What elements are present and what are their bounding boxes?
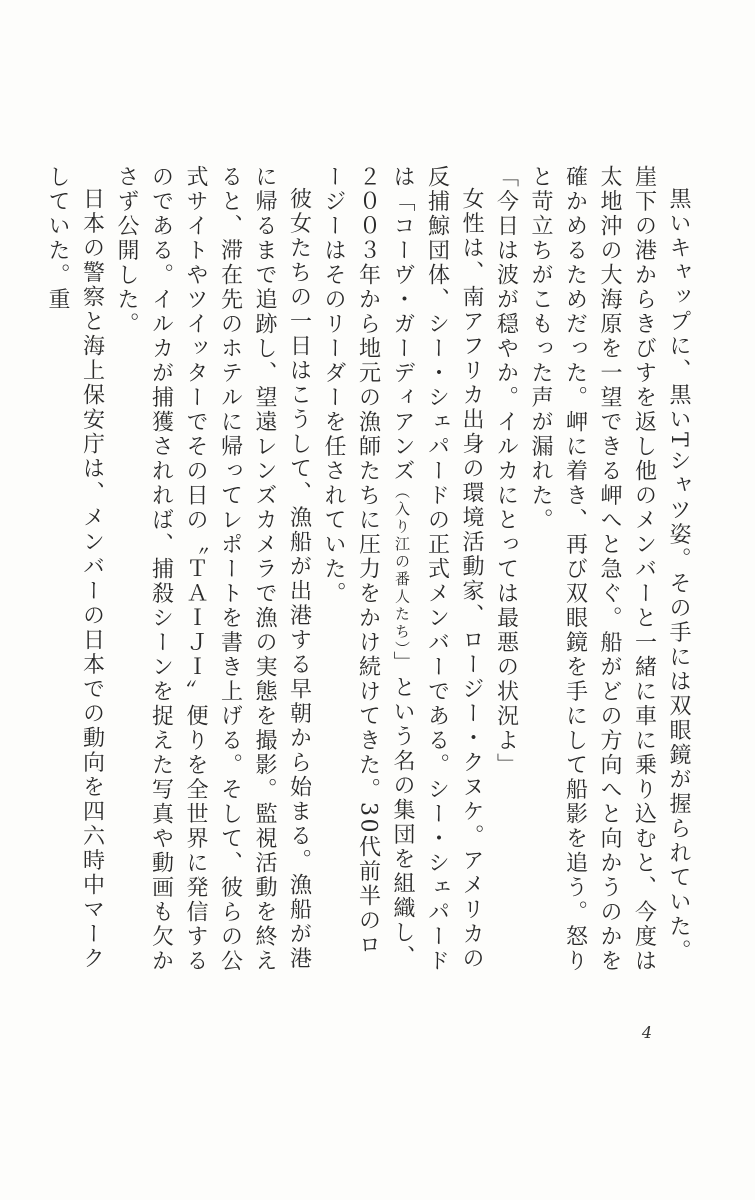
vertical-body-text: [45, 165, 695, 980]
paragraph-3: [316, 165, 489, 980]
paragraph-3-annotation: （入り江の番人たち）: [393, 483, 411, 651]
page-number: 4: [641, 1023, 652, 1042]
paragraph-4: 彼女たちの一日はこうして、漁船が出港する早朝から始まる。漁船が港に帰るまで追跡し、望遠レンズカメラで漁の実態を撮影。監視活動を終えると、滞在先のホテルに帰ってレポートを書き上げる。そして、彼らの公式サイトやツイッターでその日の〝ＴＡＩＪＩ〟便りを全世界に発信するのである。イルカが捕獲されれば、捕殺シーンを捉えた写真や動画も欠かさず公開した。: [114, 165, 312, 974]
paragraph-5: 日本の警察と海上保安庁は、メンバーの日本での動向を四六時中マークしていた。重: [45, 165, 105, 971]
paragraph-2-quote: 「今日は波が穏やか。イルカにとっては最悪の状況よ」: [493, 165, 519, 778]
paragraph-3-part-1: 女性は、南アフリカ出身の環境活動家、ロージー・クヌケ。アメリカの反捕鯨団体、シー・シェパードの正式メンバーである。シー・シェパードは「コーヴ・ガーディアンズ: [390, 165, 484, 974]
paragraph-1: 黒いキャップに、黒いTシャツ姿。その手には双眼鏡が握られていた。崖下の港からきびすを返し他のメンバーと一緒に車に乗り込むと、今度は太地沖の大海原を一望できる岬へと急ぐ。船がどの方向へと向かうのかを確かめるためだった。岬に着き、再び双眼鏡を手にして船影を追う。怒りと苛立ちがこもった声が漏れた。: [528, 165, 691, 974]
paragraph-3-part-2: 」という名の集団を組織し、２００３年から地元の漁師たちに圧力をかけ続けてきた。30代前半のロージーはそのリーダーを任されていた。: [321, 165, 415, 970]
